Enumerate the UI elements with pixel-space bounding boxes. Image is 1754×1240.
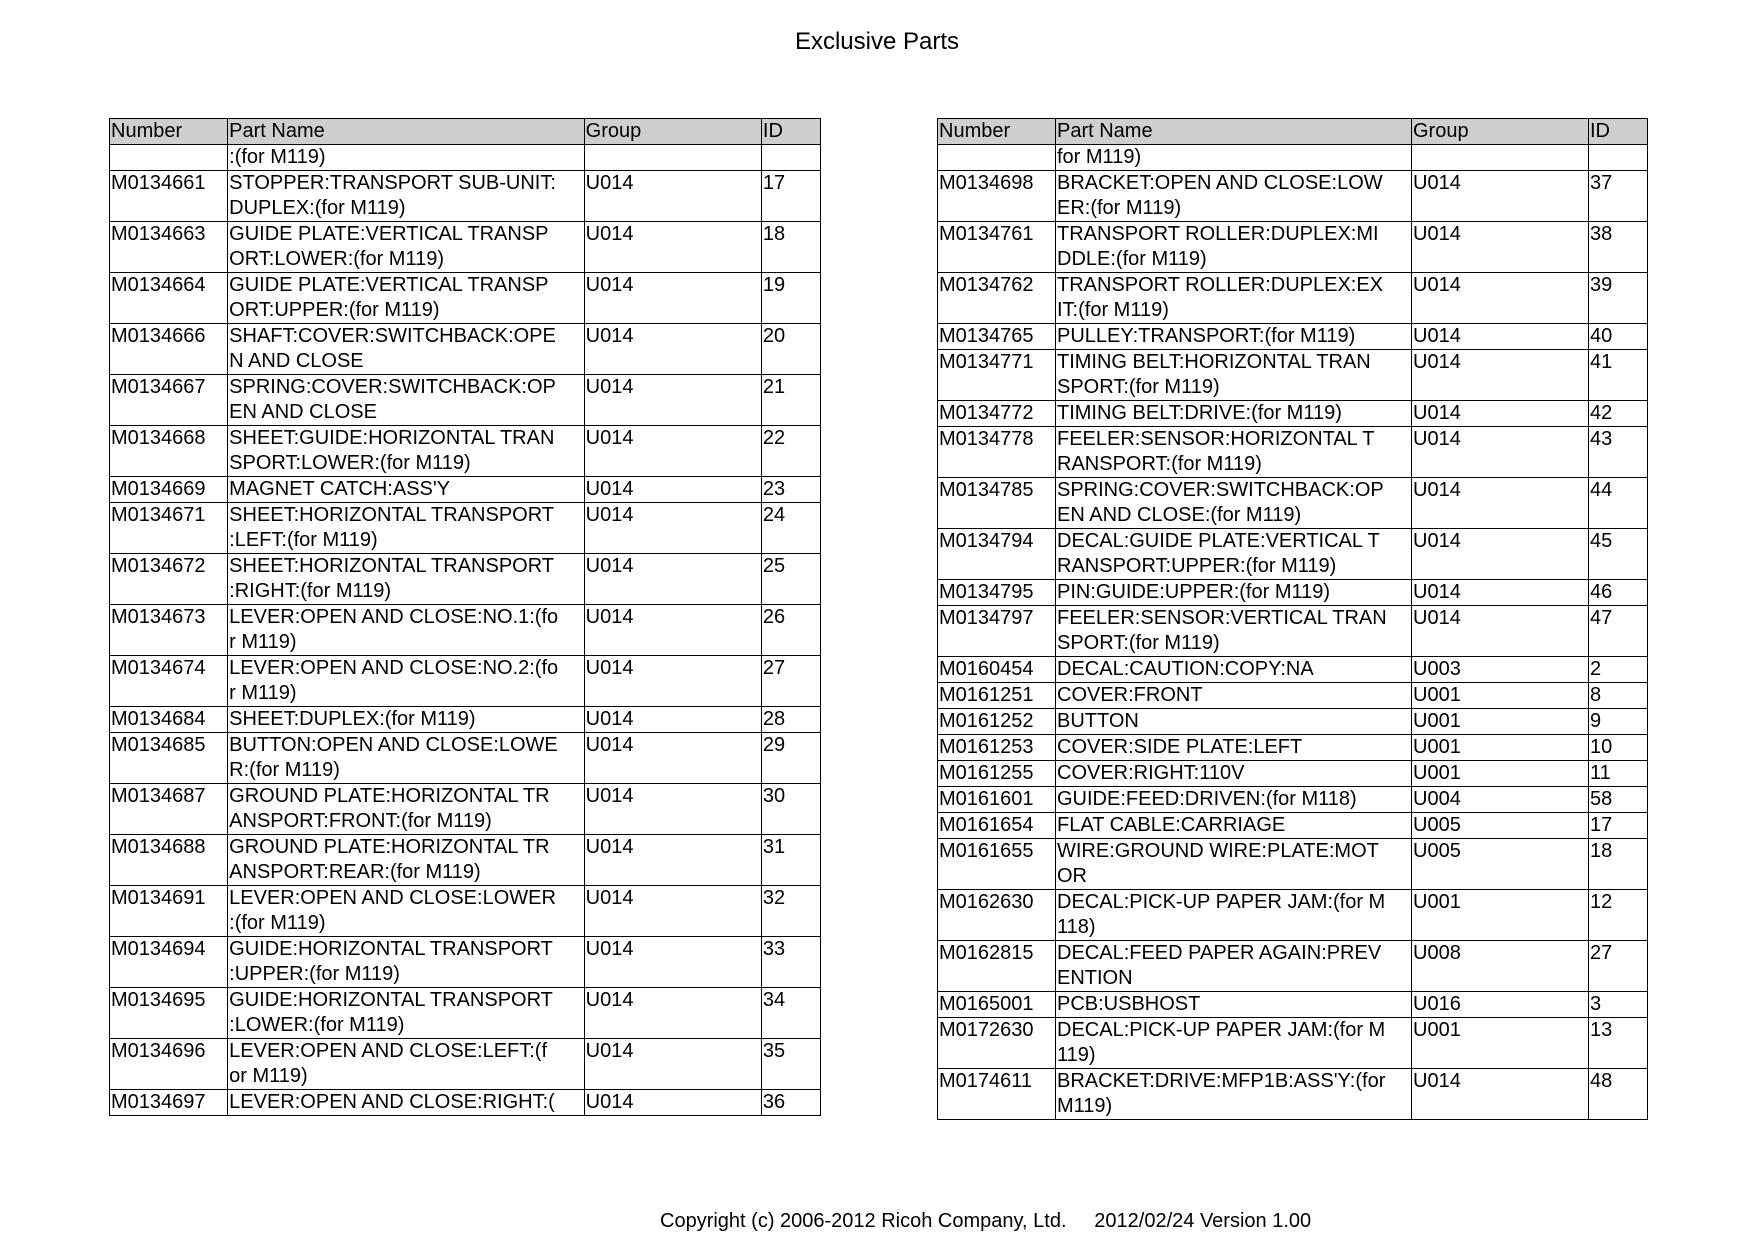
table-row [110, 426, 821, 477]
cell-group: U014 [584, 707, 761, 733]
table-row [110, 477, 821, 503]
cell-part-number: M0134695 [110, 988, 228, 1039]
header-number: Number [110, 119, 228, 145]
cell-id: 9 [1589, 709, 1648, 735]
cell-id: 18 [1589, 839, 1648, 890]
header-number: Number [938, 119, 1056, 145]
cell-part-name: DECAL:GUIDE PLATE:VERTICAL T RANSPORT:UPPER:(for M119) [1056, 529, 1412, 580]
table-row [938, 839, 1648, 890]
cell-group: U014 [584, 426, 761, 477]
cell-part-number: M0134761 [938, 222, 1056, 273]
cell-part-number: M0134666 [110, 324, 228, 375]
cell-id [761, 145, 820, 171]
cell-id: 36 [761, 1090, 820, 1116]
cell-part-name: SHAFT:COVER:SWITCHBACK:OPE N AND CLOSE [228, 324, 585, 375]
cell-part-number [110, 145, 228, 171]
cell-id: 13 [1589, 1018, 1648, 1069]
cell-part-number: M0134668 [110, 426, 228, 477]
cell-id: 19 [761, 273, 820, 324]
cell-part-number: M0162815 [938, 941, 1056, 992]
cell-part-name: SHEET:HORIZONTAL TRANSPORT :RIGHT:(for M119) [228, 554, 585, 605]
cell-group: U014 [584, 171, 761, 222]
cell-part-number: M0160454 [938, 657, 1056, 683]
table-row [110, 324, 821, 375]
cell-id: 27 [761, 656, 820, 707]
cell-group: U014 [584, 222, 761, 273]
cell-part-number: M0165001 [938, 992, 1056, 1018]
cell-id: 11 [1589, 761, 1648, 787]
table-row [938, 1069, 1648, 1120]
cell-group: U004 [1412, 787, 1589, 813]
header-group: Group [584, 119, 761, 145]
table-row [938, 709, 1648, 735]
cell-part-name: STOPPER:TRANSPORT SUB-UNIT: DUPLEX:(for M119) [228, 171, 585, 222]
cell-part-name: LEVER:OPEN AND CLOSE:LOWER :(for M119) [228, 886, 585, 937]
cell-part-name: TRANSPORT ROLLER:DUPLEX:EX IT:(for M119) [1056, 273, 1412, 324]
cell-id: 41 [1589, 350, 1648, 401]
cell-group: U014 [584, 375, 761, 426]
cell-id: 22 [761, 426, 820, 477]
cell-group: U014 [584, 1039, 761, 1090]
cell-part-number: M0162630 [938, 890, 1056, 941]
cell-part-number: M0161253 [938, 735, 1056, 761]
cell-part-name: FEELER:SENSOR:HORIZONTAL T RANSPORT:(for M119) [1056, 427, 1412, 478]
cell-part-name: GROUND PLATE:HORIZONTAL TR ANSPORT:REAR:(for M119) [228, 835, 585, 886]
cell-group [1412, 145, 1589, 171]
cell-part-number: M0134673 [110, 605, 228, 656]
table-row [938, 683, 1648, 709]
cell-id: 24 [761, 503, 820, 554]
cell-group: U014 [1412, 401, 1589, 427]
cell-group: U014 [584, 324, 761, 375]
cell-id: 20 [761, 324, 820, 375]
cell-group: U001 [1412, 761, 1589, 787]
cell-part-name: GUIDE:HORIZONTAL TRANSPORT :UPPER:(for M119) [228, 937, 585, 988]
table-row [938, 145, 1648, 171]
cell-part-number: M0134785 [938, 478, 1056, 529]
cell-part-name: SHEET:HORIZONTAL TRANSPORT :LEFT:(for M119) [228, 503, 585, 554]
cell-part-name: COVER:SIDE PLATE:LEFT [1056, 735, 1412, 761]
cell-part-name: BRACKET:DRIVE:MFP1B:ASS'Y:(for M119) [1056, 1069, 1412, 1120]
table-row [110, 784, 821, 835]
table-row [938, 529, 1648, 580]
table-row [938, 401, 1648, 427]
cell-part-name: GUIDE:FEED:DRIVEN:(for M118) [1056, 787, 1412, 813]
cell-part-number: M0161252 [938, 709, 1056, 735]
footer-copyright: Copyright (c) 2006-2012 Ricoh Company, Ltd. 2012/02/24 Version 1.00 [660, 1210, 1312, 1232]
cell-part-number [938, 145, 1056, 171]
table-row [110, 222, 821, 273]
cell-id: 26 [761, 605, 820, 656]
cell-part-name: for M119) [1056, 145, 1412, 171]
cell-id: 43 [1589, 427, 1648, 478]
cell-group: U001 [1412, 890, 1589, 941]
cell-part-name: FEELER:SENSOR:VERTICAL TRAN SPORT:(for M119) [1056, 606, 1412, 657]
table-row [110, 503, 821, 554]
cell-id: 25 [761, 554, 820, 605]
cell-group: U014 [584, 886, 761, 937]
cell-part-name: GUIDE PLATE:VERTICAL TRANSP ORT:UPPER:(for M119) [228, 273, 585, 324]
cell-part-number: M0134672 [110, 554, 228, 605]
cell-group: U014 [584, 1090, 761, 1116]
cell-part-number: M0134661 [110, 171, 228, 222]
cell-part-name: DECAL:PICK-UP PAPER JAM:(for M 119) [1056, 1018, 1412, 1069]
table-row [110, 171, 821, 222]
cell-id: 29 [761, 733, 820, 784]
cell-part-number: M0161601 [938, 787, 1056, 813]
cell-id: 38 [1589, 222, 1648, 273]
table-row [938, 222, 1648, 273]
cell-part-number: M0134698 [938, 171, 1056, 222]
table-row [110, 273, 821, 324]
cell-part-number: M0134667 [110, 375, 228, 426]
cell-group: U014 [1412, 427, 1589, 478]
cell-part-number: M0134664 [110, 273, 228, 324]
cell-id: 23 [761, 477, 820, 503]
cell-part-name: SHEET:DUPLEX:(for M119) [228, 707, 585, 733]
cell-part-name: SPRING:COVER:SWITCHBACK:OP EN AND CLOSE:(for M119) [1056, 478, 1412, 529]
cell-id: 47 [1589, 606, 1648, 657]
cell-part-name: COVER:RIGHT:110V [1056, 761, 1412, 787]
table-row [938, 761, 1648, 787]
table-row [110, 554, 821, 605]
cell-id: 31 [761, 835, 820, 886]
cell-id: 42 [1589, 401, 1648, 427]
cell-part-number: M0134697 [110, 1090, 228, 1116]
parts-table-left [109, 118, 821, 1116]
table-row [938, 350, 1648, 401]
cell-part-number: M0134696 [110, 1039, 228, 1090]
cell-part-name: LEVER:OPEN AND CLOSE:NO.1:(fo r M119) [228, 605, 585, 656]
cell-part-name: SHEET:GUIDE:HORIZONTAL TRAN SPORT:LOWER:(for M119) [228, 426, 585, 477]
cell-group: U001 [1412, 683, 1589, 709]
cell-part-name: DECAL:CAUTION:COPY:NA [1056, 657, 1412, 683]
cell-id: 32 [761, 886, 820, 937]
cell-id: 35 [761, 1039, 820, 1090]
table-header-row [938, 119, 1648, 145]
table-row [938, 813, 1648, 839]
cell-part-number: M0134795 [938, 580, 1056, 606]
cell-id: 27 [1589, 941, 1648, 992]
table-row [110, 375, 821, 426]
cell-id: 45 [1589, 529, 1648, 580]
cell-part-number: M0134663 [110, 222, 228, 273]
cell-group [584, 145, 761, 171]
table-row [938, 171, 1648, 222]
cell-group: U016 [1412, 992, 1589, 1018]
cell-part-name: LEVER:OPEN AND CLOSE:LEFT:(f or M119) [228, 1039, 585, 1090]
cell-group: U014 [1412, 580, 1589, 606]
cell-part-name: FLAT CABLE:CARRIAGE [1056, 813, 1412, 839]
cell-part-number: M0134674 [110, 656, 228, 707]
cell-part-number: M0134694 [110, 937, 228, 988]
table-row [938, 1018, 1648, 1069]
cell-part-number: M0161654 [938, 813, 1056, 839]
cell-group: U008 [1412, 941, 1589, 992]
cell-group: U001 [1412, 1018, 1589, 1069]
table-row [938, 273, 1648, 324]
cell-part-name: WIRE:GROUND WIRE:PLATE:MOT OR [1056, 839, 1412, 890]
cell-part-name: GROUND PLATE:HORIZONTAL TR ANSPORT:FRONT:(for M119) [228, 784, 585, 835]
table-row [938, 890, 1648, 941]
cell-id: 28 [761, 707, 820, 733]
cell-part-name: DECAL:FEED PAPER AGAIN:PREV ENTION [1056, 941, 1412, 992]
cell-group: U014 [1412, 324, 1589, 350]
parts-table-right [937, 118, 1648, 1120]
table-row [110, 835, 821, 886]
cell-id: 44 [1589, 478, 1648, 529]
table-row [938, 657, 1648, 683]
cell-part-name: BUTTON:OPEN AND CLOSE:LOWE R:(for M119) [228, 733, 585, 784]
cell-part-name: LEVER:OPEN AND CLOSE:NO.2:(fo r M119) [228, 656, 585, 707]
table-row [938, 580, 1648, 606]
cell-part-name: DECAL:PICK-UP PAPER JAM:(for M 118) [1056, 890, 1412, 941]
table-row [110, 145, 821, 171]
cell-group: U001 [1412, 709, 1589, 735]
cell-id: 58 [1589, 787, 1648, 813]
cell-part-name: GUIDE:HORIZONTAL TRANSPORT :LOWER:(for M119) [228, 988, 585, 1039]
cell-id: 21 [761, 375, 820, 426]
cell-group: U005 [1412, 839, 1589, 890]
table-row [938, 787, 1648, 813]
cell-part-name: BRACKET:OPEN AND CLOSE:LOW ER:(for M119) [1056, 171, 1412, 222]
table-row [938, 427, 1648, 478]
cell-group: U014 [584, 554, 761, 605]
cell-part-name: TIMING BELT:DRIVE:(for M119) [1056, 401, 1412, 427]
cell-id: 8 [1589, 683, 1648, 709]
cell-id: 10 [1589, 735, 1648, 761]
cell-group: U014 [584, 503, 761, 554]
cell-part-number: M0161655 [938, 839, 1056, 890]
cell-part-name: :(for M119) [228, 145, 585, 171]
cell-id: 2 [1589, 657, 1648, 683]
table-row [110, 937, 821, 988]
cell-id: 30 [761, 784, 820, 835]
table-row [938, 324, 1648, 350]
table-row [110, 1090, 821, 1116]
cell-group: U014 [584, 733, 761, 784]
cell-group: U014 [584, 988, 761, 1039]
cell-group: U014 [1412, 529, 1589, 580]
cell-part-number: M0134669 [110, 477, 228, 503]
table-row [938, 606, 1648, 657]
cell-group: U014 [1412, 222, 1589, 273]
cell-part-number: M0161255 [938, 761, 1056, 787]
table-row [110, 656, 821, 707]
cell-group: U014 [1412, 350, 1589, 401]
cell-part-name: GUIDE PLATE:VERTICAL TRANSP ORT:LOWER:(for M119) [228, 222, 585, 273]
cell-part-number: M0134684 [110, 707, 228, 733]
cell-id: 3 [1589, 992, 1648, 1018]
table-row [938, 941, 1648, 992]
header-part-name: Part Name [228, 119, 585, 145]
cell-group: U014 [584, 784, 761, 835]
cell-group: U001 [1412, 735, 1589, 761]
cell-group: U014 [1412, 478, 1589, 529]
cell-group: U014 [584, 477, 761, 503]
cell-part-number: M0134687 [110, 784, 228, 835]
table-header-row [110, 119, 821, 145]
cell-part-name: SPRING:COVER:SWITCHBACK:OP EN AND CLOSE [228, 375, 585, 426]
cell-group: U005 [1412, 813, 1589, 839]
cell-id: 17 [1589, 813, 1648, 839]
cell-part-number: M0174611 [938, 1069, 1056, 1120]
table-row [110, 886, 821, 937]
cell-group: U003 [1412, 657, 1589, 683]
cell-group: U014 [584, 937, 761, 988]
table-row [938, 478, 1648, 529]
cell-id: 46 [1589, 580, 1648, 606]
cell-part-name: COVER:FRONT [1056, 683, 1412, 709]
cell-part-name: BUTTON [1056, 709, 1412, 735]
cell-part-name: PIN:GUIDE:UPPER:(for M119) [1056, 580, 1412, 606]
cell-group: U014 [1412, 171, 1589, 222]
cell-part-name: PCB:USBHOST [1056, 992, 1412, 1018]
header-part-name: Part Name [1056, 119, 1412, 145]
table-row [110, 988, 821, 1039]
table-row [110, 1039, 821, 1090]
table-row [110, 707, 821, 733]
table-row [110, 733, 821, 784]
header-id: ID [761, 119, 820, 145]
cell-id: 12 [1589, 890, 1648, 941]
cell-id: 17 [761, 171, 820, 222]
cell-id: 48 [1589, 1069, 1648, 1120]
page-title: Exclusive Parts [794, 28, 960, 55]
header-id: ID [1589, 119, 1648, 145]
cell-id: 37 [1589, 171, 1648, 222]
cell-group: U014 [584, 605, 761, 656]
cell-part-name: PULLEY:TRANSPORT:(for M119) [1056, 324, 1412, 350]
cell-id: 39 [1589, 273, 1648, 324]
cell-part-number: M0161251 [938, 683, 1056, 709]
cell-part-number: M0134685 [110, 733, 228, 784]
cell-group: U014 [1412, 606, 1589, 657]
cell-group: U014 [1412, 1069, 1589, 1120]
cell-group: U014 [584, 656, 761, 707]
cell-part-number: M0134671 [110, 503, 228, 554]
cell-part-number: M0134778 [938, 427, 1056, 478]
cell-group: U014 [584, 835, 761, 886]
cell-part-number: M0134794 [938, 529, 1056, 580]
cell-part-name: MAGNET CATCH:ASS'Y [228, 477, 585, 503]
cell-part-number: M0134772 [938, 401, 1056, 427]
cell-part-name: TRANSPORT ROLLER:DUPLEX:MI DDLE:(for M119) [1056, 222, 1412, 273]
table-row [938, 992, 1648, 1018]
table-row [938, 735, 1648, 761]
cell-part-number: M0134762 [938, 273, 1056, 324]
cell-id: 34 [761, 988, 820, 1039]
cell-group: U014 [1412, 273, 1589, 324]
cell-part-number: M0134771 [938, 350, 1056, 401]
cell-id: 33 [761, 937, 820, 988]
cell-group: U014 [584, 273, 761, 324]
cell-id: 18 [761, 222, 820, 273]
cell-id: 40 [1589, 324, 1648, 350]
cell-part-number: M0134691 [110, 886, 228, 937]
table-row [110, 605, 821, 656]
cell-part-number: M0134765 [938, 324, 1056, 350]
cell-id [1589, 145, 1648, 171]
cell-part-name: TIMING BELT:HORIZONTAL TRAN SPORT:(for M119) [1056, 350, 1412, 401]
header-group: Group [1412, 119, 1589, 145]
cell-part-number: M0134797 [938, 606, 1056, 657]
cell-part-name: LEVER:OPEN AND CLOSE:RIGHT:( [228, 1090, 585, 1116]
cell-part-number: M0134688 [110, 835, 228, 886]
cell-part-number: M0172630 [938, 1018, 1056, 1069]
